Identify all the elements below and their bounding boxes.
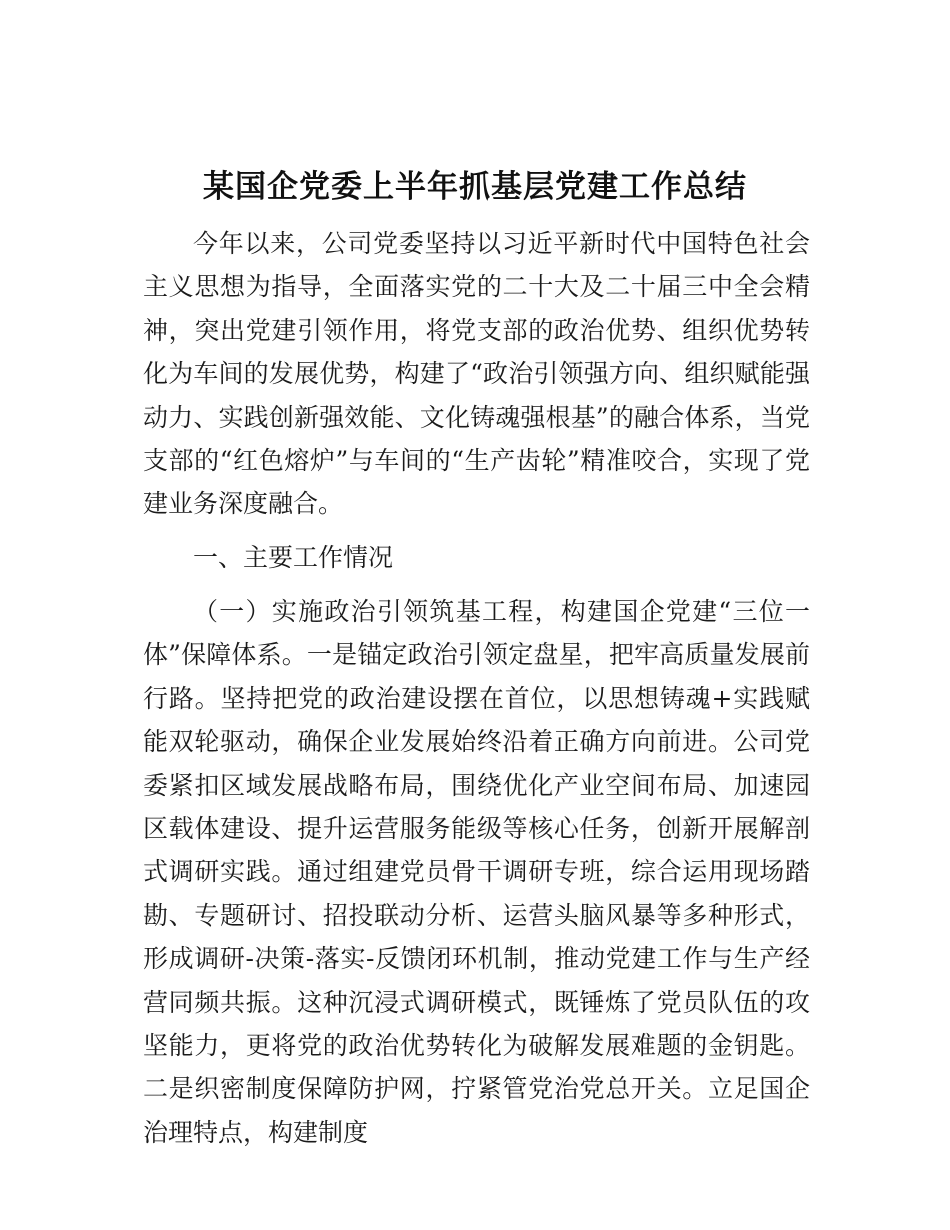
intro-paragraph: 今年以来，公司党委坚持以习近平新时代中国特色社会主义思想为指导，全面落实党的二十大及二十届三中全会精神，突出党建引领作用，将党支部的政治优势、组织优势转化为车间的发展优势，构建了“政治引领强方向、组织赋能强动力、实践创新强效能、文化铸魂强根基”的融合体系，当党支部的“红色熔炉”与车间的“生产齿轮”精准咬合，实现了党建业务深度融合。 [143, 229, 810, 519]
document-title: 某国企党委上半年抓基层党建工作总结 [203, 169, 747, 205]
section-heading: 一、主要工作情况 [193, 543, 394, 572]
body-paragraph: （一）实施政治引领筑基工程，构建国企党建“三位一体”保障体系。一是锚定政治引领定盘星，把牢高质量发展前行路。坚持把党的政治建设摆在首位，以思想铸魂+实践赋能双轮驱动，确保企业发展始终沿着正确方向前进。公司党委紧扣区域发展战略布局，围绕优化产业空间布局、加速园区载体建设、提升运营服务能级等核心任务，创新开展解剖式调研实践。通过组建党员骨干调研专班，综合运用现场踏勘、专题研讨、招投联动分析、运营头脑风暴等多种形式，形成调研-决策-落实-反馈闭环机制，推动党建工作与生产经营同频共振。这种沉浸式调研模式，既锤炼了党员队伍的攻坚能力，更将党的政治优势转化为破解发展难题的金钥匙。二是织密制度保障防护网，拧紧管党治党总开关。立足国企治理特点，构建制度 [143, 597, 810, 1147]
